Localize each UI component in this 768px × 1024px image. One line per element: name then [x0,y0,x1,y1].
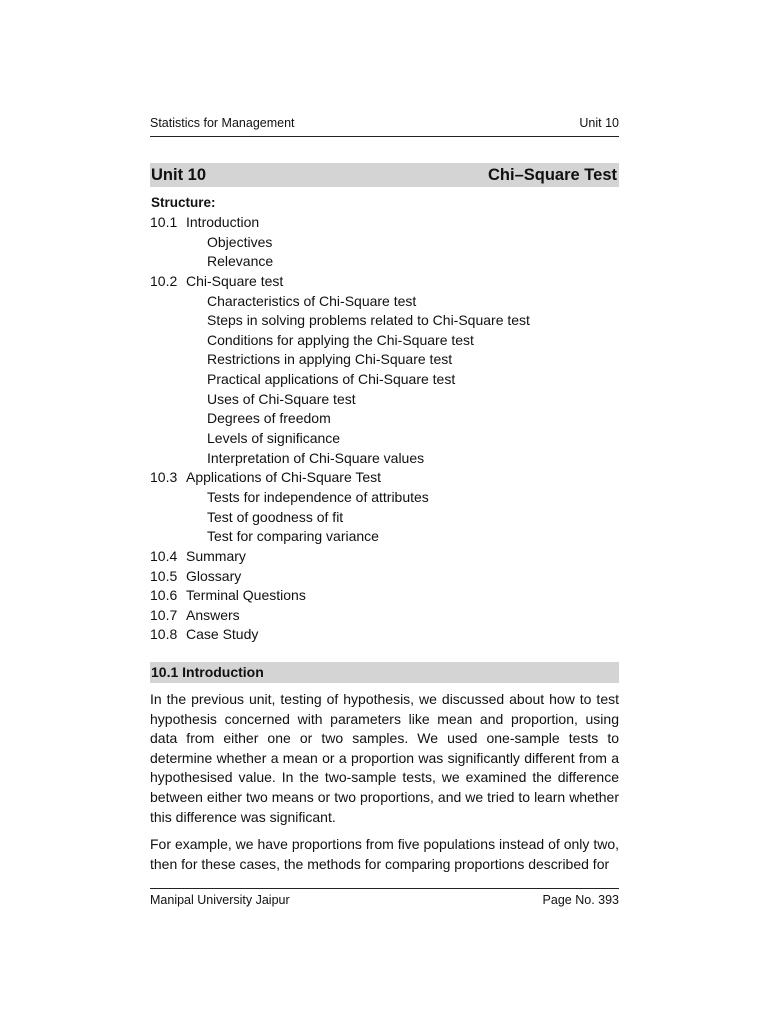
footer-university: Manipal University Jaipur [150,893,290,907]
structure-item-text: Applications of Chi-Square Test [186,469,382,486]
structure-item [150,527,619,547]
header-book-title: Statistics for Management [150,116,295,130]
structure-item-text: Summary [186,547,246,564]
structure-item [150,311,619,331]
structure-item [150,331,619,351]
unit-number: Unit 10 [151,165,207,184]
header-unit-label: Unit 10 [579,116,619,130]
structure-list [150,213,619,645]
unit-title-bar [150,163,619,187]
intro-paragraph-2: For example, we have proportions from five populations instead of only two, then for these cases, the methods for comparing proportions described for [150,836,619,872]
structure-item-text: Glossary [186,567,242,584]
structure-item [150,586,619,606]
structure-item [150,508,619,528]
structure-item [150,390,619,410]
running-header [150,116,619,137]
structure-item-number: 10.2 [150,272,178,289]
structure-item-text: Conditions for applying the Chi-Square test [207,331,474,348]
structure-item [150,272,619,292]
running-footer [150,888,619,907]
structure-item [150,429,619,449]
structure-item [150,252,619,272]
section-heading: 10.1 Introduction [150,662,619,683]
structure-item [150,213,619,233]
structure-item-text: Degrees of freedom [207,410,331,427]
structure-item-number: 10.7 [150,606,178,623]
structure-item-number: 10.6 [150,587,178,604]
structure-item [150,233,619,253]
structure-item-number: 10.4 [150,547,178,564]
structure-item-text: Test of goodness of fit [207,508,344,525]
structure-item-text: Steps in solving problems related to Chi-Square test [207,312,530,329]
structure-item [150,547,619,567]
intro-paragraph-1: In the previous unit, testing of hypothesis, we discussed about how to test hypothesis concerned with parameters like mean and proportion, using data from either one or two samples. We used one-sample tests to determine whether a mean or a proportion was significantly different from a hypothesised value. In the two-sample tests, we examined the difference between either two means or two proportions, and we tried to learn whether this difference was significant. [150,691,619,825]
structure-item-text: Relevance [207,253,274,270]
structure-item-text: Tests for independence of attributes [207,488,429,505]
structure-item [150,468,619,488]
structure-item [150,606,619,626]
structure-item-text: Objectives [207,233,273,250]
structure-label: Structure: [151,195,216,210]
structure-item [150,625,619,645]
structure-item-number: 10.3 [150,469,178,486]
structure-item-text: Test for comparing variance [207,528,379,545]
structure-item-number: 10.5 [150,567,178,584]
structure-item-text: Answers [186,606,240,623]
structure-item [150,292,619,312]
structure-item [150,350,619,370]
structure-item [150,488,619,508]
structure-item-text: Restrictions in applying Chi-Square test [207,351,453,368]
structure-item-text: Chi-Square test [186,272,284,289]
structure-item [150,449,619,469]
structure-item-number: 10.1 [150,214,178,230]
unit-title: Chi–Square Test [488,165,617,184]
structure-item [150,370,619,390]
structure-item-text: Terminal Questions [186,587,306,604]
structure-item-text: Characteristics of Chi-Square test [207,292,417,309]
structure-item [150,409,619,429]
structure-item [150,567,619,587]
structure-item-text: Case Study [186,626,259,643]
structure-item-text: Practical applications of Chi-Square test [207,371,456,388]
structure-item-number: 10.8 [150,626,178,643]
structure-item-text: Introduction [186,214,260,230]
structure-item-text: Interpretation of Chi-Square values [207,449,425,466]
document-page [150,0,619,1024]
footer-page-number: Page No. 393 [542,893,619,907]
structure-item-text: Uses of Chi-Square test [207,390,356,407]
structure-item-text: Levels of significance [207,430,341,447]
